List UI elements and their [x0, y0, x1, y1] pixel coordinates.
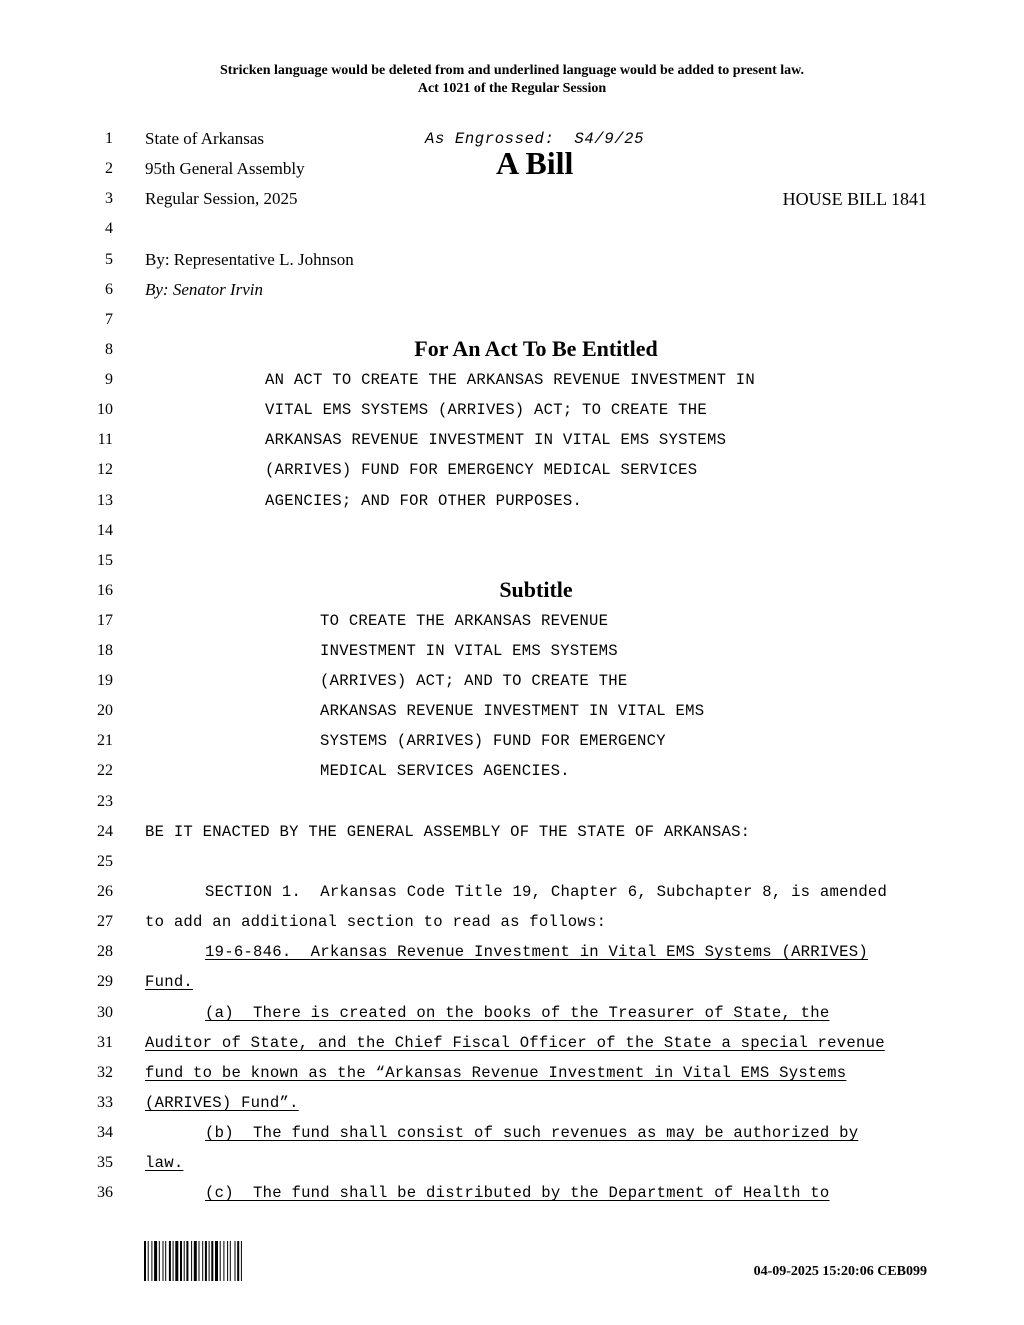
line-number: 24 — [97, 823, 113, 840]
line-number: 26 — [97, 883, 113, 900]
line-number: 9 — [105, 371, 113, 388]
line-number: 4 — [105, 220, 113, 237]
subsection-a-cont: (ARRIVES) Fund”. — [145, 1094, 299, 1112]
line-number: 5 — [105, 251, 113, 268]
subtitle-line: INVESTMENT IN VITAL EMS SYSTEMS — [320, 642, 618, 660]
subsection-a: (a) There is created on the books of the Treasurer of State, the — [205, 1004, 830, 1022]
section-1: SECTION 1. Arkansas Code Title 19, Chapter 6, Subchapter 8, is amended — [205, 883, 888, 901]
act-number: Act 1021 of the Regular Session — [417, 81, 607, 96]
title-line: (ARRIVES) FUND FOR EMERGENCY MEDICAL SERVICES — [265, 461, 698, 479]
line-number: 28 — [97, 943, 113, 960]
line-number: 30 — [97, 1004, 113, 1021]
line-number: 11 — [97, 431, 113, 448]
subsection-a-cont: Auditor of State, and the Chief Fiscal Officer of the State a special revenue — [145, 1034, 885, 1052]
subsection-c: (c) The fund shall be distributed by the Department of Health to — [205, 1184, 830, 1202]
line-number: 33 — [97, 1094, 113, 1111]
line-number: 31 — [97, 1034, 113, 1051]
line-number: 3 — [105, 190, 113, 207]
line-number: 23 — [97, 793, 113, 810]
engrossed-stamp: As Engrossed: S4/9/25 — [425, 130, 645, 148]
general-assembly: 95th General Assembly — [145, 159, 305, 178]
line-number: 8 — [105, 341, 113, 358]
session: Regular Session, 2025 — [145, 189, 298, 208]
line-number: 18 — [97, 642, 113, 659]
bill-number: HOUSE BILL 1841 — [782, 189, 927, 209]
line-number: 17 — [97, 612, 113, 629]
subtitle-line: MEDICAL SERVICES AGENCIES. — [320, 762, 570, 780]
line-number: 32 — [97, 1064, 113, 1081]
line-number: 12 — [97, 461, 113, 478]
line-number: 27 — [97, 913, 113, 930]
line-number: 10 — [97, 401, 113, 418]
line-number: 7 — [105, 311, 113, 328]
new-section-heading: 19-6-846. Arkansas Revenue Investment in Vital EMS Systems (ARRIVES) — [205, 943, 868, 961]
title-heading: For An Act To Be Entitled — [414, 336, 658, 361]
line-number: 15 — [97, 552, 113, 569]
subtitle-heading: Subtitle — [499, 577, 573, 602]
line-number: 29 — [97, 973, 113, 990]
bill-type: A Bill — [496, 145, 574, 181]
subtitle-line: SYSTEMS (ARRIVES) FUND FOR EMERGENCY — [320, 732, 666, 750]
line-number: 14 — [97, 522, 113, 539]
title-line: AN ACT TO CREATE THE ARKANSAS REVENUE INVESTMENT IN — [265, 371, 755, 389]
house-sponsor: By: Representative L. Johnson — [145, 250, 354, 269]
section-1-cont: to add an additional section to read as follows: — [145, 913, 607, 931]
line-number: 20 — [97, 702, 113, 719]
senate-sponsor: By: Senator Irvin — [145, 280, 264, 299]
line-number: 35 — [97, 1154, 113, 1171]
line-number: 36 — [97, 1184, 113, 1201]
line-number: 22 — [97, 762, 113, 779]
subsection-b-cont: law. — [145, 1154, 184, 1172]
line-number: 25 — [97, 853, 113, 870]
line-number: 21 — [97, 732, 113, 749]
line-number: 13 — [97, 492, 113, 509]
barcode-image — [144, 1241, 274, 1281]
document-code: 04-09-2025 15:20:06 CEB099 — [753, 1264, 927, 1279]
subsection-b: (b) The fund shall consist of such revenues as may be authorized by — [205, 1124, 859, 1142]
line-number: 34 — [97, 1124, 113, 1141]
amendment-notice: Stricken language would be deleted from and underlined language would be added to present law. — [219, 63, 805, 78]
title-line: AGENCIES; AND FOR OTHER PURPOSES. — [265, 492, 583, 510]
title-line: VITAL EMS SYSTEMS (ARRIVES) ACT; TO CREATE THE — [265, 401, 707, 419]
subtitle-line: TO CREATE THE ARKANSAS REVENUE — [320, 612, 609, 630]
title-line: ARKANSAS REVENUE INVESTMENT IN VITAL EMS SYSTEMS — [265, 431, 727, 449]
line-number: 16 — [97, 582, 113, 599]
enacting-clause: BE IT ENACTED BY THE GENERAL ASSEMBLY OF THE STATE OF ARKANSAS: — [145, 823, 751, 841]
subsection-a-cont: fund to be known as the “Arkansas Revenue Investment in Vital EMS Systems — [145, 1064, 847, 1082]
subtitle-line: (ARRIVES) ACT; AND TO CREATE THE — [320, 672, 628, 690]
state-name: State of Arkansas — [145, 129, 264, 148]
line-number: 1 — [105, 130, 113, 147]
subtitle-line: ARKANSAS REVENUE INVESTMENT IN VITAL EMS — [320, 702, 705, 720]
new-section-heading-cont: Fund. — [145, 973, 194, 991]
line-number: 2 — [105, 160, 113, 177]
line-number: 19 — [97, 672, 113, 689]
line-number: 6 — [105, 281, 113, 298]
